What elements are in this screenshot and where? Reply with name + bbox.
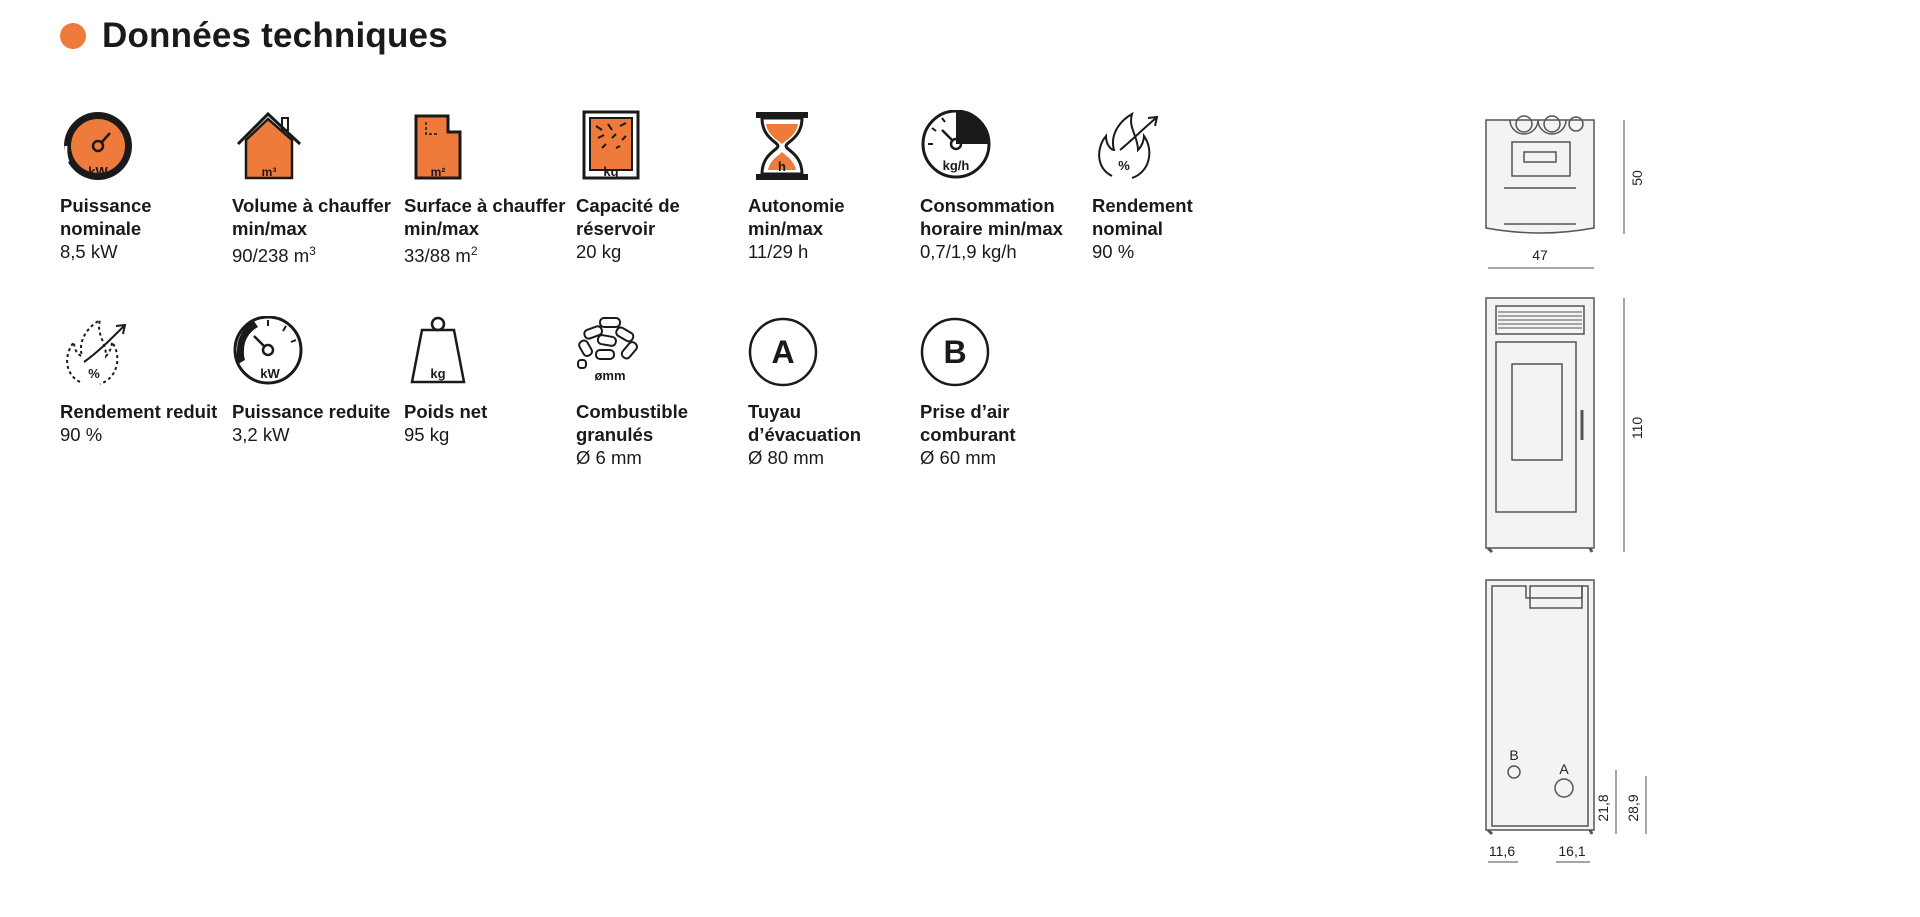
b-height-dimension: 21,8 [1595,794,1611,822]
hopper-icon [576,110,652,182]
consumption-gauge-icon [920,110,996,182]
spec-value: 90 % [60,424,103,445]
spec-value: 11/29 h [748,241,809,262]
top-view-drawing [1486,116,1624,268]
house-icon [232,110,308,182]
spec-combustion-air-intake [920,316,1088,469]
svg-text:h: h [778,159,786,174]
spec-value: 33/88 $m^2$ [404,244,478,267]
svg-text:kW: kW [88,164,108,179]
spec-reduced-power [232,316,400,446]
spec-label: Volume à chauffer min/max [232,195,392,239]
spec-value: 20 kg [576,241,622,262]
svg-text:m²: m² [430,165,446,179]
section-dot-icon [60,23,86,49]
spec-reduced-efficiency [60,316,228,446]
spec-label: Puissance reduite [232,401,391,422]
b-offset-dimension: 11,6 [1488,843,1516,859]
outlet-a-label: A [1559,761,1569,777]
spec-label: Prise d’air comburant [920,401,1016,445]
spec-heating-surface [404,110,572,267]
letter-a-icon [748,316,824,388]
spec-value: Ø 6 mm [576,447,642,468]
spec-label: Capacité de réservoir [576,195,680,239]
svg-text:kg: kg [430,366,446,381]
spec-value: Ø 80 mm [748,447,825,468]
front-view-drawing [1486,298,1624,552]
spec-exhaust-pipe [748,316,916,469]
hourglass-icon [748,110,824,182]
a-offset-dimension: 16,1 [1558,843,1586,859]
spec-fuel-pellets [576,316,744,469]
height-dimension: 110 [1629,416,1645,440]
width-dimension: 47 [1532,247,1548,263]
spec-label: Surface à chauffer min/max [404,195,566,239]
spec-label: Autonomie min/max [748,195,845,239]
reduced-efficiency-icon [60,316,136,388]
rear-view-drawing [1486,580,1646,862]
a-height-dimension: 28,9 [1625,794,1641,822]
spec-label: Tuyau d’évacuation [748,401,862,445]
spec-value: 95 kg [404,424,450,445]
spec-label: Rendement nominal [1092,195,1193,239]
spec-value: 90/238 $m^3$ [232,244,316,267]
spec-label: Consommation horaire min/max [920,195,1063,239]
svg-text:A: A [771,334,795,370]
letter-b-icon [920,316,996,388]
spec-net-weight [404,316,572,446]
page-title: Données techniques [102,16,448,55]
spec-tank-capacity [576,110,744,263]
svg-text:kW: kW [260,366,280,381]
spec-value: 0,7/1,9 kg/h [920,241,1017,262]
spec-value: 3,2 kW [232,424,290,445]
weight-icon [404,316,480,388]
svg-text:kg/h: kg/h [942,158,970,173]
spec-autonomy [748,110,916,263]
outlet-b-label: B [1509,747,1519,763]
svg-text:m³: m³ [261,165,277,179]
svg-text:%: % [88,366,100,381]
spec-label: Poids net [404,401,488,422]
spec-nominal-efficiency [1092,110,1260,263]
stove-technical-drawing [1460,110,1700,870]
svg-text:%: % [1118,158,1130,173]
spec-hourly-consumption [920,110,1088,263]
spec-value: 90 % [1092,241,1135,262]
svg-text:B: B [943,334,967,370]
spec-label: Rendement reduit [60,401,218,422]
spec-value: Ø 60 mm [920,447,997,468]
floor-plan-icon [404,110,480,182]
section-header [60,16,448,56]
pellets-icon [576,316,652,388]
power-gauge-icon [60,110,136,182]
svg-text:ømm: ømm [594,368,626,383]
spec-value: 8,5 kW [60,241,118,262]
spec-label: Combustible granulés [576,401,689,445]
depth-dimension: 50 [1629,170,1645,186]
spec-heating-volume [232,110,400,267]
spec-nominal-power [60,110,228,263]
reduced-power-gauge-icon [232,316,308,388]
flame-efficiency-icon [1092,110,1168,182]
svg-text:kg: kg [603,164,619,179]
spec-label: Puissance nominale [60,195,152,239]
